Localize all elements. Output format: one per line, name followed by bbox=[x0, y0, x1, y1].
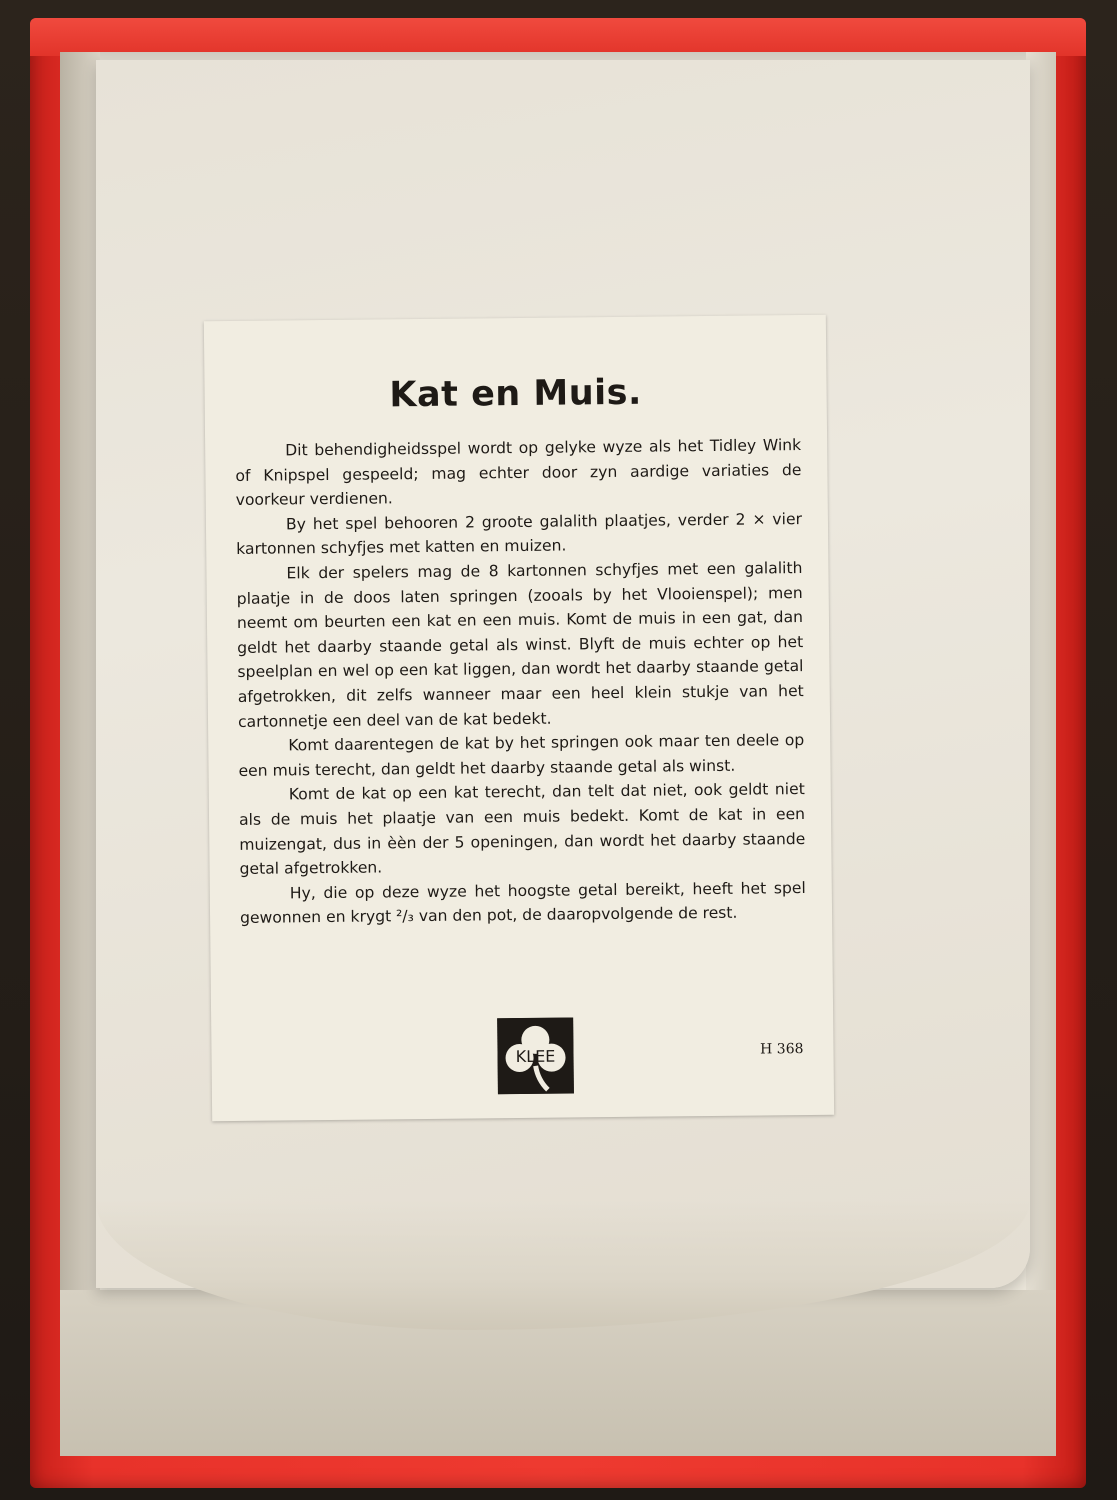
paragraph-6: Hy, die op deze wyze het hoogste getal bereikt, heeft het spel gewonnen en krygt ²/₃ van den pot, de daaropvolgende de rest. bbox=[239, 878, 806, 928]
box-rim-top bbox=[30, 18, 1086, 56]
paragraph-1: Dit behendigheidsspel wordt op gelyke wyze als het Tidley Wink of Knipspel gespeeld; mag echter door zyn aardige variaties de voorkeur verdienen. bbox=[235, 436, 802, 510]
paragraph-3: Elk der spelers mag de 8 kartonnen schyfjes met een galalith plaatje in de doos laten springen (zooals by het Vlooienspel); men neemt om beurten een kat en een muis. Komt de muis in een gat, dan geldt het daarby staande getal als winst. Blyft de muis echter op het speelplan en wel op een kat liggen, dan wordt het daarby staande getal afgetrokken, dit zelfs wanneer maar een heel klein stukje van het cartonnetje een deel van de kat bedekt. bbox=[236, 558, 804, 731]
paragraph-2: By het spel behooren 2 groote galalith plaatjes, verder 2 × vier kartonnen schyfjes met katten en muizen. bbox=[236, 509, 803, 559]
paragraph-5: Komt de kat op een kat terecht, dan telt dat niet, ook geldt niet als de muis het plaatje van een muis bedekt. Komt de kat in een muizengat, dus in èèn der 5 openingen, dan wordt het daarby staande getal afgetrokken. bbox=[238, 780, 806, 879]
box-inner-wall-right bbox=[1026, 52, 1056, 1456]
logo-text: KLEE bbox=[515, 1046, 556, 1067]
label-body bbox=[235, 433, 806, 931]
clover-icon bbox=[497, 1017, 574, 1094]
box-inner-wall-left bbox=[60, 52, 100, 1456]
klee-clover-logo bbox=[497, 1017, 574, 1094]
product-code: H 368 bbox=[760, 1041, 804, 1058]
instruction-label bbox=[204, 315, 834, 1121]
paragraph-4: Komt daarentegen de kat by het springen ook maar ten deele op een muis terecht, dan geldt het daarby staande getal als winst. bbox=[238, 731, 805, 780]
label-title: Kat en Muis. bbox=[389, 372, 642, 416]
